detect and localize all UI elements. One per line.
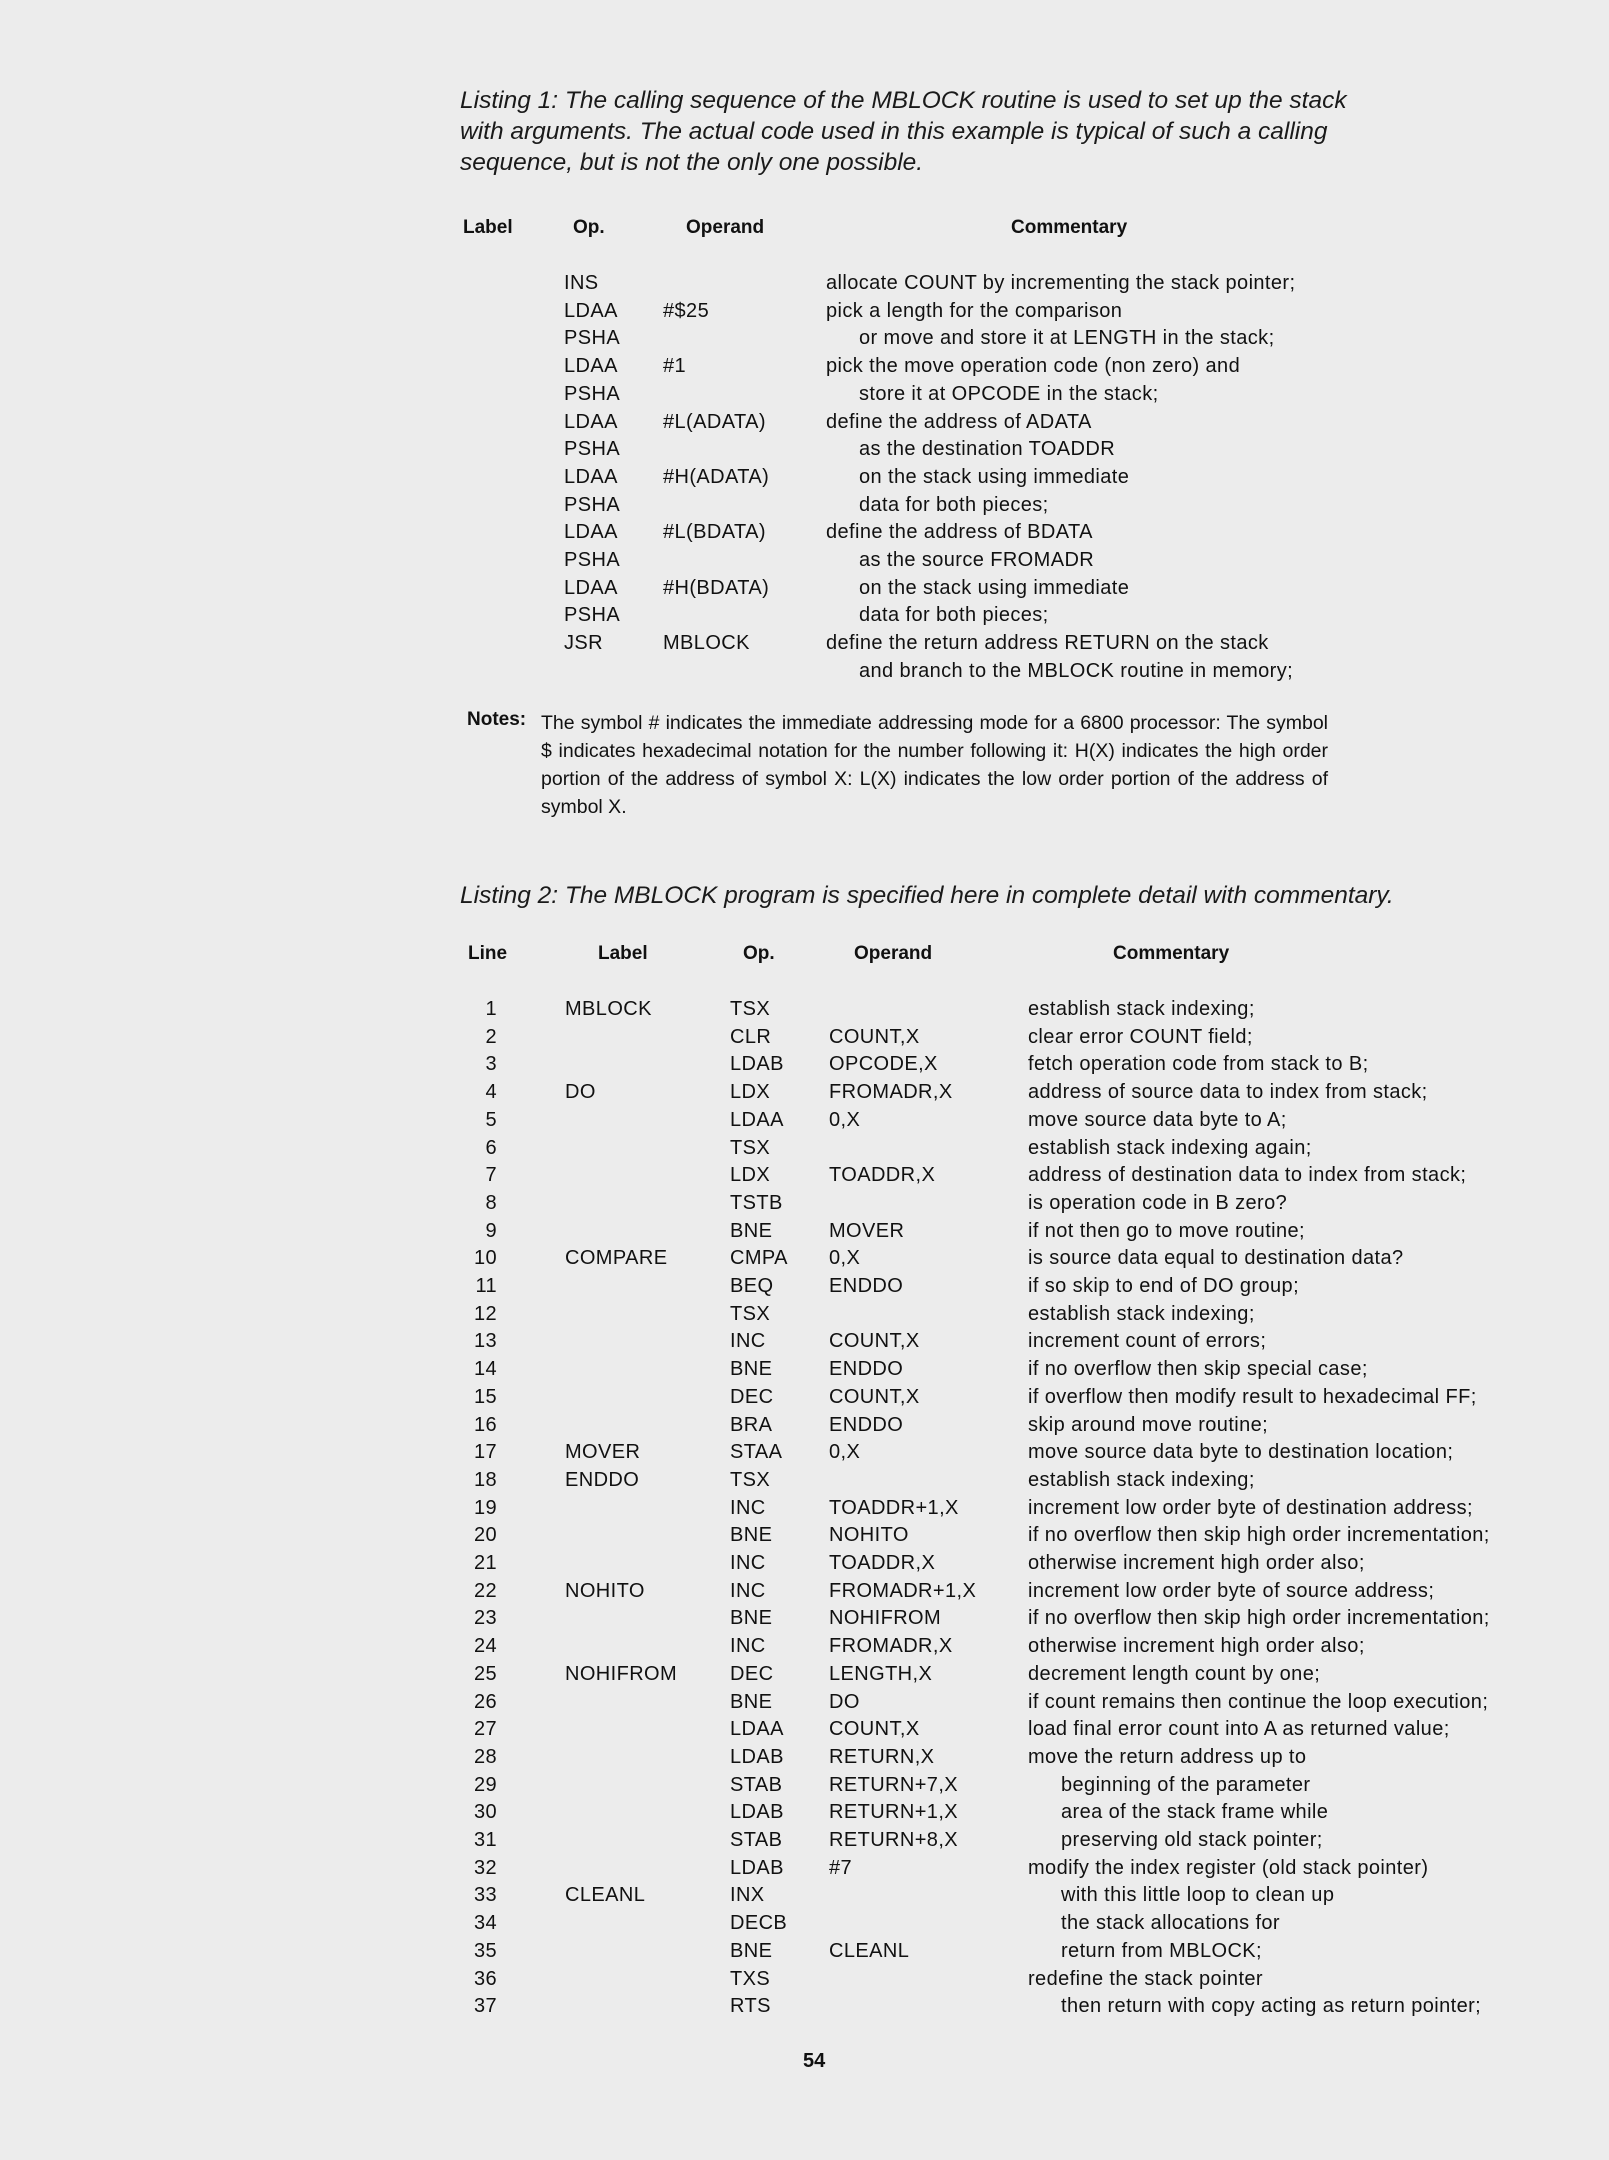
listing2-table [0, 996, 1609, 2026]
line-number-cell: 6 [485, 1136, 497, 1159]
listing2-row [0, 1190, 1609, 1218]
operand-cell: ENDDO [829, 1413, 904, 1436]
op-cell: BNE [730, 1607, 773, 1630]
operand-cell: FROMADR,X [829, 1081, 953, 1104]
comment-cell: as the destination TOADDR [859, 438, 1116, 461]
listing2-row [0, 996, 1609, 1024]
listing1-row [0, 381, 1609, 409]
comment-cell: otherwise increment high order also; [1028, 1552, 1365, 1574]
line-number-cell: 30 [473, 1801, 497, 1824]
op-cell: LDAA [564, 521, 618, 544]
op-cell: CMPA [730, 1247, 788, 1270]
operand-cell: COUNT,X [829, 1025, 920, 1048]
listing2-row [0, 1882, 1609, 1910]
operand-cell: #$25 [663, 299, 710, 322]
op-cell: LDX [730, 1164, 771, 1187]
op-cell: TSTB [730, 1191, 783, 1214]
listing2-row [0, 1079, 1609, 1107]
comment-cell: modify the index register (old stack pointer) [1028, 1856, 1429, 1879]
listing2-row [0, 1938, 1609, 1966]
listing1-row [0, 519, 1609, 547]
listing1-row [0, 436, 1609, 464]
op-cell: STAB [730, 1829, 783, 1851]
comment-cell: redefine the stack pointer [1028, 1967, 1263, 1990]
op-cell: INS [564, 272, 599, 294]
op-cell: DEC [730, 1662, 774, 1685]
op-cell: STAB [730, 1773, 783, 1796]
listing2-row [0, 1495, 1609, 1523]
listing2-row [0, 1716, 1609, 1744]
op-cell: PSHA [564, 493, 621, 516]
listing2-row [0, 1218, 1609, 1246]
op-cell: LDX [730, 1081, 771, 1104]
line-number-cell: 26 [473, 1690, 497, 1713]
operand-cell: RETURN+8,X [829, 1829, 959, 1851]
operand-cell: RETURN+7,X [829, 1773, 959, 1796]
label-cell: MOVER [565, 1441, 641, 1464]
line-number-cell: 3 [485, 1053, 497, 1076]
comment-cell: increment count of errors; [1028, 1330, 1267, 1353]
listing1-row [0, 325, 1609, 353]
comment-cell: is operation code in B zero? [1028, 1191, 1288, 1214]
operand-cell: #H(BDATA) [663, 576, 770, 599]
listing1-header-label: Label [463, 217, 513, 238]
line-number-cell: 33 [473, 1884, 497, 1907]
listing1-header-op: Op. [573, 217, 605, 238]
label-cell: NOHITO [565, 1579, 645, 1602]
listing2-row [0, 1522, 1609, 1550]
listing2-row [0, 1135, 1609, 1163]
op-cell: INX [730, 1884, 765, 1907]
op-cell: LDAA [730, 1108, 784, 1131]
comment-cell: establish stack indexing; [1028, 998, 1255, 1020]
operand-cell: OPCODE,X [829, 1053, 938, 1076]
listing1-row [0, 575, 1609, 603]
op-cell: LDAA [564, 299, 618, 322]
op-cell: PSHA [564, 604, 621, 627]
line-number-cell: 34 [473, 1912, 497, 1935]
op-cell: LDAB [730, 1745, 784, 1768]
line-number-cell: 16 [473, 1413, 497, 1436]
comment-cell: fetch operation code from stack to B; [1028, 1053, 1369, 1076]
comment-cell: then return with copy acting as return pointer; [1061, 1995, 1482, 2018]
listing2-row [0, 1633, 1609, 1661]
line-number-cell: 20 [473, 1524, 497, 1547]
comment-cell: data for both pieces; [859, 493, 1049, 516]
operand-cell: TOADDR+1,X [829, 1496, 959, 1519]
comment-cell: if no overflow then skip high order incrementation; [1028, 1607, 1490, 1630]
op-cell: PSHA [564, 327, 621, 350]
listing1-header-commentary: Commentary [1011, 217, 1128, 238]
listing2-header-op: Op. [743, 943, 775, 964]
op-cell: BNE [730, 1939, 773, 1962]
operand-cell: #7 [829, 1856, 853, 1879]
line-number-cell: 25 [473, 1662, 497, 1685]
listing2-row [0, 1744, 1609, 1772]
listing2-row [0, 1855, 1609, 1883]
op-cell: BNE [730, 1690, 773, 1713]
op-cell: LDAA [730, 1718, 784, 1741]
op-cell: DEC [730, 1385, 774, 1408]
op-cell: CLR [730, 1025, 772, 1048]
line-number-cell: 28 [473, 1745, 497, 1768]
operand-cell: 0,X [829, 1247, 861, 1270]
comment-cell: if so skip to end of DO group; [1028, 1275, 1300, 1297]
line-number-cell: 23 [473, 1607, 497, 1630]
line-number-cell: 11 [475, 1275, 497, 1297]
comment-cell: store it at OPCODE in the stack; [859, 382, 1159, 405]
operand-cell: NOHIFROM [829, 1607, 942, 1630]
comment-cell: skip around move routine; [1028, 1413, 1269, 1436]
op-cell: TXS [730, 1967, 771, 1990]
comment-cell: if count remains then continue the loop execution; [1028, 1690, 1489, 1713]
listing2-row [0, 1799, 1609, 1827]
op-cell: TSX [730, 1136, 771, 1159]
notes-label: Notes: [467, 709, 527, 730]
operand-cell: DO [829, 1690, 860, 1713]
comment-cell: allocate COUNT by incrementing the stack pointer; [826, 272, 1296, 294]
comment-cell: or move and store it at LENGTH in the stack; [859, 327, 1275, 350]
operand-cell: ENDDO [829, 1358, 904, 1381]
listing1-table [0, 270, 1609, 690]
listing2-row [0, 1993, 1609, 2021]
operand-cell: #L(BDATA) [663, 521, 766, 544]
op-cell: BNE [730, 1219, 773, 1242]
listing2-header-commentary: Commentary [1113, 943, 1230, 964]
line-number-cell: 9 [485, 1219, 497, 1242]
line-number-cell: 18 [473, 1468, 497, 1491]
comment-cell: increment low order byte of destination address; [1028, 1496, 1473, 1519]
comment-cell: move source data byte to destination location; [1028, 1441, 1454, 1464]
line-number-cell: 24 [473, 1635, 497, 1658]
operand-cell: CLEANL [829, 1939, 910, 1962]
comment-cell: pick a length for the comparison [826, 299, 1123, 322]
op-cell: PSHA [564, 382, 621, 405]
comment-cell: increment low order byte of source address; [1028, 1579, 1435, 1602]
comment-cell: define the return address RETURN on the stack [826, 632, 1269, 655]
op-cell: LDAA [564, 576, 618, 599]
listing1-row [0, 492, 1609, 520]
comment-cell: as the source FROMADR [859, 549, 1095, 571]
listing2-row [0, 1301, 1609, 1329]
line-number-cell: 14 [473, 1358, 497, 1381]
label-cell: MBLOCK [565, 998, 652, 1020]
label-cell: DO [565, 1081, 596, 1104]
operand-cell: RETURN,X [829, 1745, 935, 1768]
line-number-cell: 37 [473, 1995, 497, 2018]
op-cell: DECB [730, 1912, 788, 1935]
line-number-cell: 17 [473, 1441, 497, 1464]
op-cell: LDAA [564, 465, 618, 488]
listing2-row [0, 1245, 1609, 1273]
line-number-cell: 36 [473, 1967, 497, 1990]
op-cell: INC [730, 1635, 766, 1658]
label-cell: ENDDO [565, 1468, 640, 1491]
listing2-row [0, 1328, 1609, 1356]
operand-cell: #1 [663, 355, 687, 378]
line-number-cell: 13 [473, 1330, 497, 1353]
comment-cell: on the stack using immediate [859, 465, 1130, 488]
op-cell: PSHA [564, 549, 621, 571]
listing1-row [0, 409, 1609, 437]
op-cell: BNE [730, 1358, 773, 1381]
comment-cell: pick the move operation code (non zero) and [826, 355, 1241, 378]
listing2-row [0, 1051, 1609, 1079]
op-cell: RTS [730, 1995, 771, 2018]
listing2-row [0, 1356, 1609, 1384]
op-cell: BNE [730, 1524, 773, 1547]
comment-cell: beginning of the parameter [1061, 1773, 1311, 1796]
listing2-row [0, 1661, 1609, 1689]
comment-cell: load final error count into A as returned value; [1028, 1718, 1450, 1741]
page-number: 54 [803, 2050, 826, 2072]
listing2-row [0, 1827, 1609, 1855]
op-cell: INC [730, 1552, 766, 1574]
listing2-row [0, 1273, 1609, 1301]
comment-cell: establish stack indexing; [1028, 1302, 1255, 1325]
listing2-row [0, 1910, 1609, 1938]
line-number-cell: 29 [473, 1773, 497, 1796]
operand-cell: 0,X [829, 1108, 861, 1131]
op-cell: LDAB [730, 1801, 784, 1824]
line-number-cell: 35 [473, 1939, 497, 1962]
comment-cell: on the stack using immediate [859, 576, 1130, 599]
line-number-cell: 4 [485, 1081, 497, 1104]
listing2-row [0, 1467, 1609, 1495]
listing2-header-line: Line [468, 943, 508, 964]
op-cell: PSHA [564, 438, 621, 461]
label-cell: CLEANL [565, 1884, 646, 1907]
listing1-caption: Listing 1: The calling sequence of the MBLOCK routine is used to set up the stack with arguments. The actual code used in this example is typical of such a calling sequence, but is not the only one possible. [460, 87, 1347, 176]
listing1-header-operand: Operand [686, 217, 765, 238]
line-number-cell: 32 [473, 1856, 497, 1879]
line-number-cell: 7 [485, 1164, 497, 1187]
line-number-cell: 2 [485, 1025, 497, 1048]
comment-cell: move the return address up to [1028, 1745, 1307, 1768]
listing2-row [0, 1107, 1609, 1135]
listing2-header-label: Label [598, 943, 648, 964]
comment-cell: clear error COUNT field; [1028, 1025, 1253, 1048]
comment-cell: establish stack indexing again; [1028, 1136, 1312, 1159]
operand-cell: MBLOCK [663, 632, 750, 655]
line-number-cell: 22 [473, 1579, 497, 1602]
comment-cell: and branch to the MBLOCK routine in memory; [859, 659, 1294, 682]
operand-cell: MOVER [829, 1219, 905, 1242]
op-cell: JSR [564, 632, 603, 655]
listing2-row [0, 1162, 1609, 1190]
comment-cell: if not then go to move routine; [1028, 1219, 1306, 1242]
comment-cell: data for both pieces; [859, 604, 1049, 627]
listing2-header-operand: Operand [854, 943, 933, 964]
listing2-row [0, 1384, 1609, 1412]
listing2-row [0, 1689, 1609, 1717]
comment-cell: area of the stack frame while [1061, 1801, 1329, 1824]
listing2-row [0, 1772, 1609, 1800]
comment-cell: if no overflow then skip high order incrementation; [1028, 1524, 1490, 1547]
op-cell: INC [730, 1496, 766, 1519]
listing2-row [0, 1024, 1609, 1052]
comment-cell: preserving old stack pointer; [1061, 1829, 1323, 1851]
op-cell: INC [730, 1330, 766, 1353]
listing2-row [0, 1550, 1609, 1578]
op-cell: BRA [730, 1413, 773, 1436]
listing2-row [0, 1439, 1609, 1467]
op-cell: BEQ [730, 1275, 774, 1297]
listing2-caption: Listing 2: The MBLOCK program is specified here in complete detail with commentary. [460, 882, 1394, 909]
listing1-row [0, 547, 1609, 575]
line-number-cell: 27 [473, 1718, 497, 1741]
listing1-row [0, 298, 1609, 326]
op-cell: TSX [730, 1302, 771, 1325]
listing2-row [0, 1412, 1609, 1440]
op-cell: LDAB [730, 1856, 784, 1879]
op-cell: LDAA [564, 355, 618, 378]
operand-cell: COUNT,X [829, 1385, 920, 1408]
comment-cell: establish stack indexing; [1028, 1468, 1255, 1491]
comment-cell: address of destination data to index from stack; [1028, 1164, 1467, 1187]
listing2-row [0, 1966, 1609, 1994]
comment-cell: define the address of ADATA [826, 410, 1092, 433]
operand-cell: COUNT,X [829, 1718, 920, 1741]
op-cell: INC [730, 1579, 766, 1602]
op-cell: LDAB [730, 1053, 784, 1076]
line-number-cell: 12 [473, 1302, 497, 1325]
label-cell: NOHIFROM [565, 1662, 678, 1685]
operand-cell: TOADDR,X [829, 1164, 936, 1187]
comment-cell: with this little loop to clean up [1061, 1884, 1335, 1907]
line-number-cell: 19 [473, 1496, 497, 1519]
listing1-row [0, 353, 1609, 381]
op-cell: TSX [730, 1468, 771, 1491]
line-number-cell: 31 [473, 1829, 497, 1851]
operand-cell: ENDDO [829, 1275, 904, 1297]
comment-cell: return from MBLOCK; [1061, 1939, 1262, 1962]
comment-cell: if no overflow then skip special case; [1028, 1358, 1368, 1381]
comment-cell: decrement length count by one; [1028, 1662, 1321, 1685]
operand-cell: FROMADR,X [829, 1635, 953, 1658]
operand-cell: COUNT,X [829, 1330, 920, 1353]
operand-cell: RETURN+1,X [829, 1801, 959, 1824]
line-number-cell: 15 [473, 1385, 497, 1408]
comment-cell: move source data byte to A; [1028, 1108, 1287, 1131]
comment-cell: otherwise increment high order also; [1028, 1635, 1365, 1658]
op-cell: STAA [730, 1441, 783, 1464]
operand-cell: NOHITO [829, 1524, 909, 1547]
line-number-cell: 10 [473, 1247, 497, 1270]
comment-cell: address of source data to index from stack; [1028, 1081, 1428, 1104]
notes-text: The symbol # indicates the immediate addressing mode for a 6800 processor: The symbol $ indicates hexadecimal notation for the number following it: H(X) indicates the high order portion of the address of symbol X: L(X) indicates the low order portion of the address of symbol X. [541, 712, 1328, 818]
op-cell: LDAA [564, 410, 618, 433]
line-number-cell: 8 [485, 1191, 497, 1214]
line-number-cell: 21 [473, 1552, 497, 1574]
op-cell: TSX [730, 998, 771, 1020]
operand-cell: LENGTH,X [829, 1662, 933, 1685]
listing1-row [0, 464, 1609, 492]
listing2-row [0, 1605, 1609, 1633]
operand-cell: 0,X [829, 1441, 861, 1464]
comment-cell: define the address of BDATA [826, 521, 1093, 544]
operand-cell: FROMADR+1,X [829, 1579, 977, 1602]
operand-cell: #L(ADATA) [663, 410, 766, 433]
line-number-cell: 1 [485, 998, 497, 1020]
operand-cell: #H(ADATA) [663, 465, 770, 488]
listing1-row [0, 630, 1609, 658]
line-number-cell: 5 [485, 1108, 497, 1131]
listing1-row [0, 602, 1609, 630]
listing1-row [0, 270, 1609, 298]
label-cell: COMPARE [565, 1247, 668, 1270]
listing1-row [0, 658, 1609, 686]
operand-cell: TOADDR,X [829, 1552, 936, 1574]
comment-cell: is source data equal to destination data? [1028, 1247, 1404, 1270]
comment-cell: the stack allocations for [1061, 1912, 1280, 1935]
comment-cell: if overflow then modify result to hexadecimal FF; [1028, 1385, 1477, 1408]
listing2-row [0, 1578, 1609, 1606]
